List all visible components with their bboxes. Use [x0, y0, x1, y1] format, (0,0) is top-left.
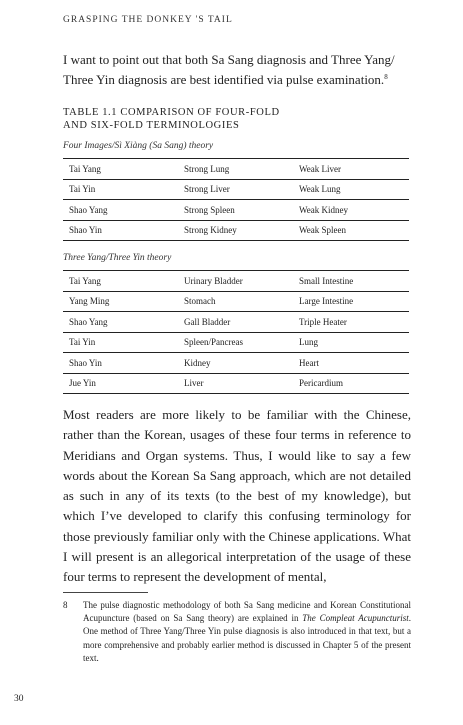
table-cell: Jue Yin — [63, 373, 178, 394]
table-cell: Triple Heater — [293, 312, 409, 333]
table-cell: Shao Yin — [63, 353, 178, 374]
table-cell: Kidney — [178, 353, 293, 374]
table-row — [63, 159, 409, 180]
table-cell: Tai Yang — [63, 271, 178, 292]
table-row — [63, 332, 409, 353]
table-cell: Weak Spleen — [293, 220, 409, 241]
intro-text: I want to point out that both Sa Sang diagnosis and Three Yang/ Three Yin diagnosis are best identified via pulse examination. — [63, 52, 395, 87]
footnote — [63, 599, 411, 665]
table-title-line-1: TABLE 1.1 COMPARISON OF FOUR-FOLD — [63, 107, 280, 118]
table-title — [63, 106, 363, 132]
table-cell: Shao Yang — [63, 200, 178, 221]
four-images-caption: Four Images/Sì Xiàng (Sa Sang) theory — [63, 141, 214, 151]
table-cell: Strong Kidney — [178, 220, 293, 241]
table-cell: Urinary Bladder — [178, 271, 293, 292]
table-cell: Tai Yin — [63, 179, 178, 200]
footnote-reference: 8 — [384, 73, 388, 81]
table-cell: Pericardium — [293, 373, 409, 394]
table-cell: Lung — [293, 332, 409, 353]
footnote-number: 8 — [63, 600, 68, 610]
four-images-table — [63, 158, 409, 241]
table-cell: Tai Yang — [63, 159, 178, 180]
footnote-divider — [63, 592, 148, 593]
table-cell: Liver — [178, 373, 293, 394]
table-row — [63, 353, 409, 374]
table-row — [63, 373, 409, 394]
table-cell: Tai Yin — [63, 332, 178, 353]
running-head: GRASPING THE DONKEY 'S TAIL — [63, 15, 233, 25]
footnote-text — [83, 599, 411, 665]
table-row — [63, 291, 409, 312]
table-cell: Weak Liver — [293, 159, 409, 180]
table-cell: Strong Lung — [178, 159, 293, 180]
table-cell: Heart — [293, 353, 409, 374]
three-yang-three-yin-caption: Three Yang/Three Yin theory — [63, 253, 172, 263]
table-cell: Shao Yin — [63, 220, 178, 241]
page-number: 30 — [14, 694, 24, 704]
footnote-text-after: . One method of Three Yang/Three Yin pulse diagnosis is also introduced in that text, but a more comprehensive and probably earlier method is discussed in Chapter 5 of the present text. — [83, 613, 411, 663]
table-title-line-2: AND SIX-FOLD TERMINOLOGIES — [63, 120, 240, 131]
table-cell: Strong Spleen — [178, 200, 293, 221]
table-cell: Weak Kidney — [293, 200, 409, 221]
table-cell: Weak Lung — [293, 179, 409, 200]
footnote-book-title: The Compleat Acupuncturist — [302, 613, 409, 624]
table-cell: Shao Yang — [63, 312, 178, 333]
body-paragraph: Most readers are more likely to be familiar with the Chinese, rather than the Korean, usages of these four terms in reference to Meridians and Organ systems. Thus, I would like to say a few words about the Korean Sa Sang approach, which are not detailed as such in any of its texts (to the best of my knowledge), but which I’ve developed to clarify this confusing terminology for those previously familiar only with the Chinese applications. What I will present is an allegorical interpretation of the usage of these four terms to represent the development of mental, — [63, 407, 411, 585]
table-cell: Gall Bladder — [178, 312, 293, 333]
table-row — [63, 220, 409, 241]
table-row — [63, 200, 409, 221]
table-cell: Stomach — [178, 291, 293, 312]
table-cell: Yang Ming — [63, 291, 178, 312]
table-cell: Small Intestine — [293, 271, 409, 292]
table-row — [63, 179, 409, 200]
three-yang-three-yin-table — [63, 270, 409, 394]
intro-paragraph — [63, 50, 411, 90]
table-row — [63, 271, 409, 292]
table-cell: Strong Liver — [178, 179, 293, 200]
table-cell: Large Intestine — [293, 291, 409, 312]
table-row — [63, 312, 409, 333]
table-cell: Spleen/Pancreas — [178, 332, 293, 353]
footnote-text-before: The pulse diagnostic methodology of both Sa Sang medicine and Korean Constitutional Acupuncture (based on Sa Sang theory) are explained in — [83, 600, 411, 624]
